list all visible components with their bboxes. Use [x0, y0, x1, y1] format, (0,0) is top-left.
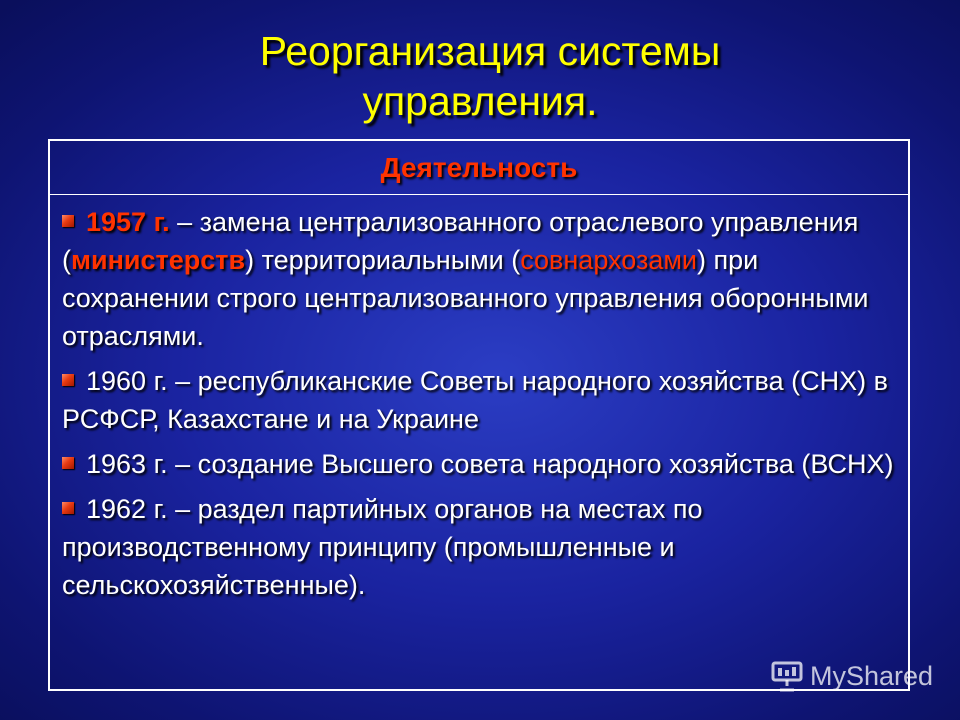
slide-title-line1: Реорганизация системы: [259, 28, 721, 74]
item-text-part-c: ) при сохранении строго централизованного управления оборонными отраслями.: [62, 245, 869, 351]
item-text: 1963 г. – создание Высшего совета народного хозяйства (ВСНХ): [86, 449, 894, 479]
square-bullet-icon: [62, 374, 74, 386]
item-text: 1962 г. – раздел партийных органов на местах по производственному принципу (промышленные и сельскохозяйственные).: [62, 494, 703, 600]
projector-screen-icon: [770, 660, 804, 692]
watermark[interactable]: [770, 656, 933, 696]
square-bullet-icon: [62, 502, 74, 514]
list-item-1963: [62, 445, 898, 483]
list-item-1957: [62, 203, 898, 355]
item-year: 1957 г.: [86, 207, 170, 237]
item-highlight-sovnarkhozy: совнархозами: [520, 245, 697, 275]
list-item-1960: [62, 362, 898, 438]
item-text-part-b: ) территориальными (: [245, 245, 521, 275]
activity-table: [48, 139, 910, 691]
item-text-part-a: – замена централизованного отраслевого управления (: [62, 207, 859, 275]
table-header: Деятельность: [50, 141, 908, 195]
slide-title-line2: управления.: [362, 78, 598, 124]
item-highlight-ministries: министерств: [71, 245, 246, 275]
square-bullet-icon: [62, 457, 74, 469]
slide-title: [0, 26, 960, 126]
table-body: [50, 195, 908, 604]
watermark-text: MyShared: [810, 660, 934, 691]
square-bullet-icon: [62, 215, 74, 227]
list-item-1962: [62, 490, 898, 604]
item-text: 1960 г. – республиканские Советы народного хозяйства (СНХ) в РСФСР, Казахстане и на Украине: [62, 366, 888, 434]
